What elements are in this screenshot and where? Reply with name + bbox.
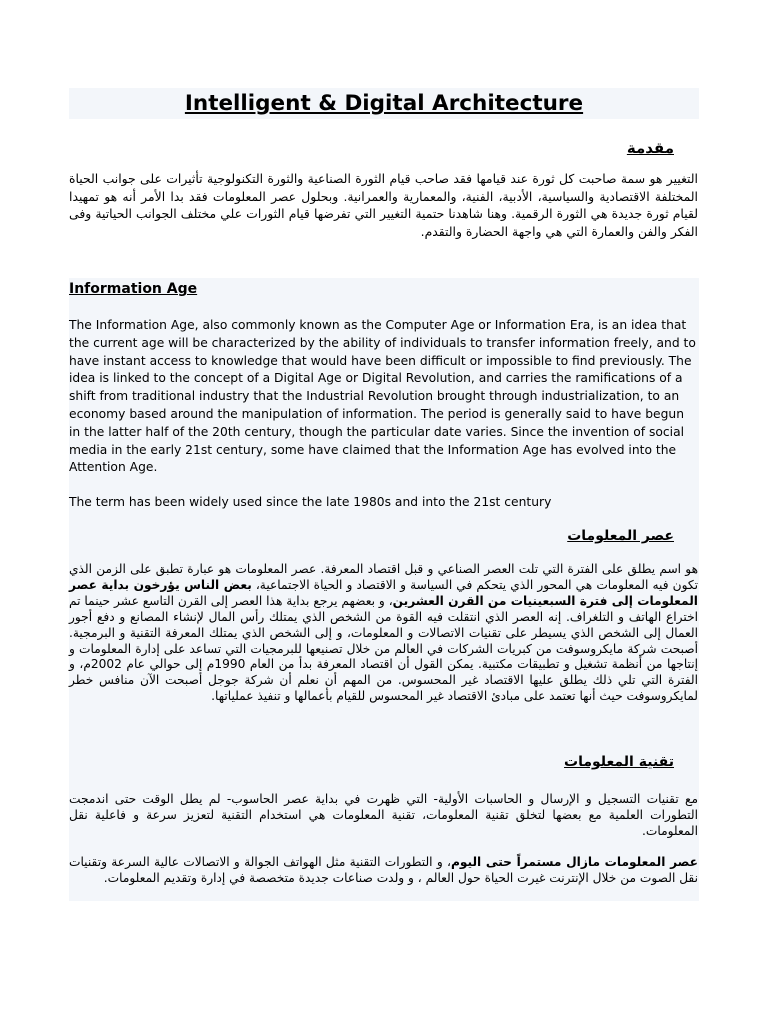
document-title: Intelligent & Digital Architecture: [184, 91, 584, 116]
info-tech-paragraph: مع تقنيات التسجيل و الإرسال و الحاسبات الأولية- التي ظهرت في بداية عصر الحاسوب- لم يطل الوقت حتى اندمجت التطورات العلمية مع بعضها لتخلق تقنية المعلومات، تقنية المعلومات هي استخدام التقنية لتعزيز سرعة و فاعلية نقل المعلومات.: [69, 792, 698, 838]
info-tech-heading: تقنية المعلومات: [564, 754, 674, 770]
intro-heading: مقدمة: [626, 139, 674, 157]
information-age-term-paragraph: The term has been widely used since the late 1980s and into the 21st century: [69, 495, 552, 509]
info-tech-paragraph-2: [69, 855, 698, 887]
info-era-paragraph: [69, 562, 698, 705]
info-era-bold-text: بعض الناس يؤرخون بداية عصر المعلومات إلى فترة السبعينيات من القرن العشرين: [69, 577, 698, 608]
info-era-heading: عصر المعلومات: [567, 528, 674, 544]
information-age-paragraph: The Information Age, also commonly known as the Computer Age or Information Era, is an idea that the current age will be characterized by the ability of individuals to transfer information freely, and to have instant access to knowledge that would have been difficult or impossible to find previously. The idea is linked to the concept of a Digital Age or Digital Revolution, and carries the ramifications of a shift from traditional industry that the Industrial Revolution brought through industrialization, to an economy based around the manipulation of information. The period is generally said to have begun in the latter half of the 20th century, though the particular date varies. Since the invention of social media in the early 21st century, some have claimed that the Information Age has evolved into the Attention Age.: [69, 318, 696, 475]
info-era-text-end: ، و بعضهم يرجع بداية هذا العصر إلى القرن التاسع عشر حينما تم اختراع الهاتف و التلغراف. إنه العصر الذي انتقلت فيه القوة من الشخص الذي يمتلك رأس المال لإنشاء المصانع و دفع أجور العمال إلى الشخص الذي يسيطر على تقنيات الاتصالات و المعلومات، و إلى الشخص الذي يمتلك المعرفة التقنية و البرمجية. أصبحت شركة مايكروسوفت من كبريات الشركات في العالم من خلال تصنيعها للبرمجيات التي تساعد على إدارة المعلومات و إنتاجها من أنظمة تشغيل و تطبيقات مكتبية. يمكن القول أن اقتصاد المعرفة بدأ من العام 1990م إلى حوالي عام 2002م، و الفترة التي تلي ذلك يطلق عليها الاقتصاد غير المحسوس. من المهم أن نعلم أن شركة جوجل أصبحت الآن منافس خطر لمايكروسوفت حيث أنها تعتمد على مبادئ الاقتصاد غير المحسوس للقيام بأعمالها و تنفيذ عملياتها.: [69, 593, 698, 704]
information-age-heading: Information Age: [69, 281, 198, 297]
info-tech-bold-text: عصر المعلومات مازال مستمراً حتى اليوم: [450, 855, 698, 869]
info-tech-text-end: ، و التطورات التقنية مثل الهواتف الجوالة و الاتصالات عالية السرعة وتقنيات نقل الصوت من خلال الإنترنت غيرت الحياة حول العالم ، و ولدت صناعات جديدة متخصصة في إدارة وتقديم المعلومات.: [69, 855, 698, 885]
info-era-text-start: هو اسم يطلق على الفترة التي تلت العصر الصناعي و قبل اقتصاد المعرفة. عصر المعلومات هو عبارة تطبق على الزمن الذي تكون فيه المعلومات هي المحور الذي يتحكم في السياسة و الاقتصاد و الحياة الاجتماعية،: [69, 562, 698, 592]
intro-paragraph: التغيير هو سمة صاحبت كل ثورة عند قيامها فقد صاحب قيام الثورة الصناعية والثورة التكنولوجية تأثيرات على جوانب الحياة المختلفة الاقتصادية والسياسية، الأدبية، الفنية، والمعمارية والعمرانية. وبحلول عصر المعلومات فقد بدا الأمر أنه هو تمهيدا لقيام ثورة جديدة هي الثورة الرقمية. وهنا شاهدنا حتمية التغيير التي تفرضها قيام الثورات علي مختلف الجوانب الحياتية وفى الفكر والفن والعمارة التي هي واجهة الحضارة والتقدم.: [69, 171, 698, 240]
